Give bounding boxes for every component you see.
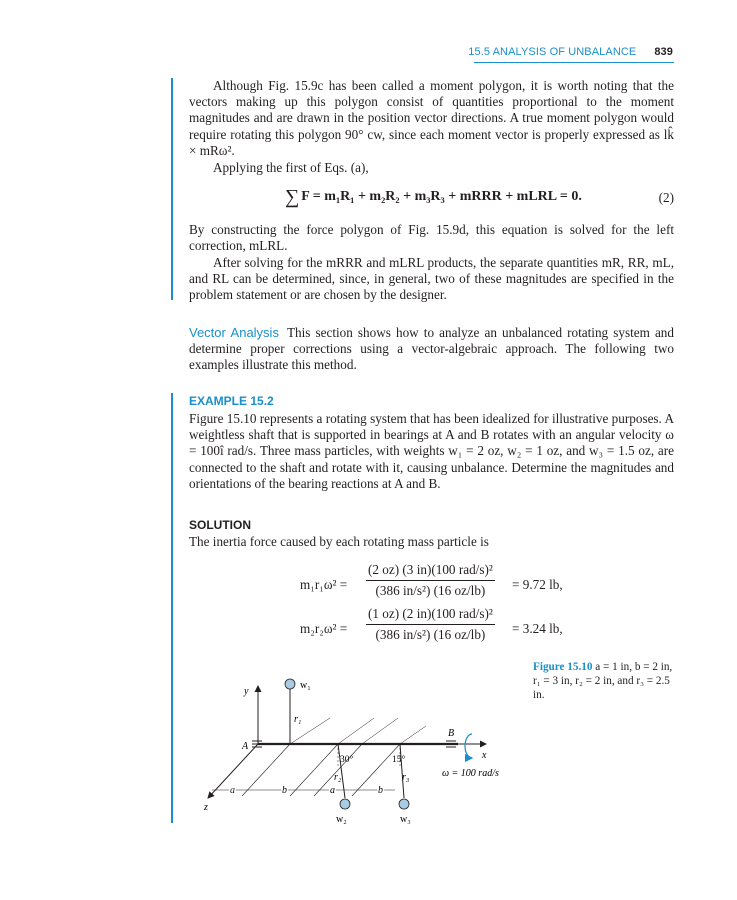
r2-label: r₂ (334, 772, 342, 783)
mass-w2 (340, 799, 350, 809)
plane-line-4 (352, 744, 400, 796)
inertia-equation-1 (300, 562, 580, 610)
vector-analysis-paragraph (189, 325, 674, 374)
paragraph-2-text: Applying the first of Eqs. (a), (213, 160, 369, 175)
eq2-numerator: (1 oz) (2 in)(100 rad/s)² (368, 606, 493, 621)
plane-line-7 (362, 718, 398, 744)
rotating-shaft-diagram (190, 668, 520, 828)
dim-b-2: b (378, 785, 383, 796)
section-title: 15.5 ANALYSIS OF UNBALANCE (468, 46, 637, 58)
bearing-a-label: A (242, 741, 249, 752)
equation-2 (189, 187, 674, 211)
eq2-lhs: m₂r₂ω² = (300, 621, 348, 636)
paragraph-3-text: By constructing the force polygon of Fig. 15.9d, this equation is solved for the left correction, mLRL. (189, 222, 674, 254)
header-rule (474, 62, 674, 63)
r1-label: r₁ (294, 714, 302, 725)
figure-caption (533, 660, 675, 702)
mass-w3 (399, 799, 409, 809)
eq1-numerator: (2 oz) (3 in)(100 rad/s)² (368, 562, 493, 577)
inertia-equation-2 (300, 606, 580, 654)
vector-analysis-heading: Vector Analysis (189, 325, 279, 340)
figure-15-10 (190, 668, 520, 832)
example-text: Figure 15.10 represents a rotating system that has been idealized for illustrative purposes. A weightless shaft that is supported in bearings at A and B rotates with an angular velocity ω = 100î rad/s. Three mass particles, with weights w₁ = 2 oz, w₂ = 1 oz, and w₃ = 1.5 oz, are connected to the shaft and rotate with it, causing unbalance. Determine the magnitudes and orientations of the bearing reactions at A and B. (189, 411, 674, 491)
paragraph-2 (189, 160, 674, 176)
running-header (468, 44, 673, 60)
margin-bar-example (171, 393, 173, 823)
r3-arm (400, 744, 404, 798)
plane-line-6 (338, 718, 374, 744)
omega-label: ω = 100 rad/s (442, 768, 499, 779)
w1-label: w₁ (300, 680, 311, 691)
bearing-b (446, 741, 456, 747)
dim-a-2: a (330, 785, 335, 796)
w2-label: w₂ (336, 814, 347, 825)
example-heading: EXAMPLE 15.2 (189, 394, 274, 408)
eq1-lhs: m₁r₁ω² = (300, 577, 348, 592)
solution-intro-text: The inertia force caused by each rotating mass particle is (189, 534, 489, 549)
bearing-b-label: B (448, 728, 455, 739)
dim-a-1: a (230, 785, 235, 796)
paragraph-4 (189, 255, 674, 304)
eq2-denominator: (386 in/s²) (16 oz/lb) (375, 627, 486, 643)
equation-2-number: (2) (658, 190, 674, 205)
dim-b-1: b (282, 785, 287, 796)
paragraph-1-text: Although Fig. 15.9c has been called a moment polygon, it is worth noting that the vectors making up this polygon consist of quantities proportional to the moment magnitudes and are drawn in the position vector directions. A true moment polygon would require rotating this polygon 90° cw, since each moment vector is properly expressed as lk̂ × mRω². (189, 78, 674, 158)
eq2-result: = 3.24 lb, (512, 621, 563, 636)
sigma-symbol: ∑ (285, 186, 300, 208)
eq2-fraction-bar (366, 624, 495, 625)
y-axis-label: y (244, 686, 249, 697)
equation-2-text: F = m₁R₁ + m₂R₂ + m₃R₃ + mRRR + mLRL = 0. (301, 189, 582, 204)
solution-heading: SOLUTION (189, 518, 251, 532)
r3-label: r₃ (402, 772, 410, 783)
paragraph-3 (189, 222, 674, 254)
example-paragraph (189, 411, 674, 492)
eq1-result: = 9.72 lb, (512, 577, 563, 592)
z-axis-label: z (204, 802, 208, 813)
rotation-arrow (465, 734, 472, 758)
eq1-fraction-bar (366, 580, 495, 581)
mass-w1 (285, 679, 295, 689)
eq1-fraction (366, 562, 495, 599)
angle-15-label: 15° (392, 755, 406, 765)
vector-analysis-text: This section shows how to analyze an unbalanced rotating system and determine proper corrections using a vector-algebraic approach. The following two examples illustrate this method. (189, 325, 674, 373)
x-axis-label: x (482, 750, 487, 761)
plane-line-8 (400, 726, 426, 744)
solution-intro (189, 534, 674, 550)
eq1-denominator: (386 in/s²) (16 oz/lb) (375, 583, 486, 599)
plane-line-3 (314, 744, 362, 796)
paragraph-1 (189, 78, 674, 159)
page-number: 839 (654, 46, 673, 58)
paragraph-4-text: After solving for the mRRR and mLRL products, the separate quantities mR, RR, mL, and RL can be determined, since, in general, two of these magnitudes are specified in the problem statement or are chosen by the designer. (189, 255, 674, 303)
equation-2-body (285, 186, 582, 208)
figure-caption-text: a = 1 in, b = 2 in, r₁ = 3 in, r₂ = 2 in, and r₃ = 2.5 in. (533, 661, 673, 701)
figure-caption-title: Figure 15.10 (533, 661, 593, 673)
eq2-fraction (366, 606, 495, 643)
w3-label: w₃ (400, 814, 411, 825)
margin-bar-top (171, 78, 173, 300)
angle-30-label: 30° (340, 755, 354, 765)
bearing-a (252, 741, 262, 747)
